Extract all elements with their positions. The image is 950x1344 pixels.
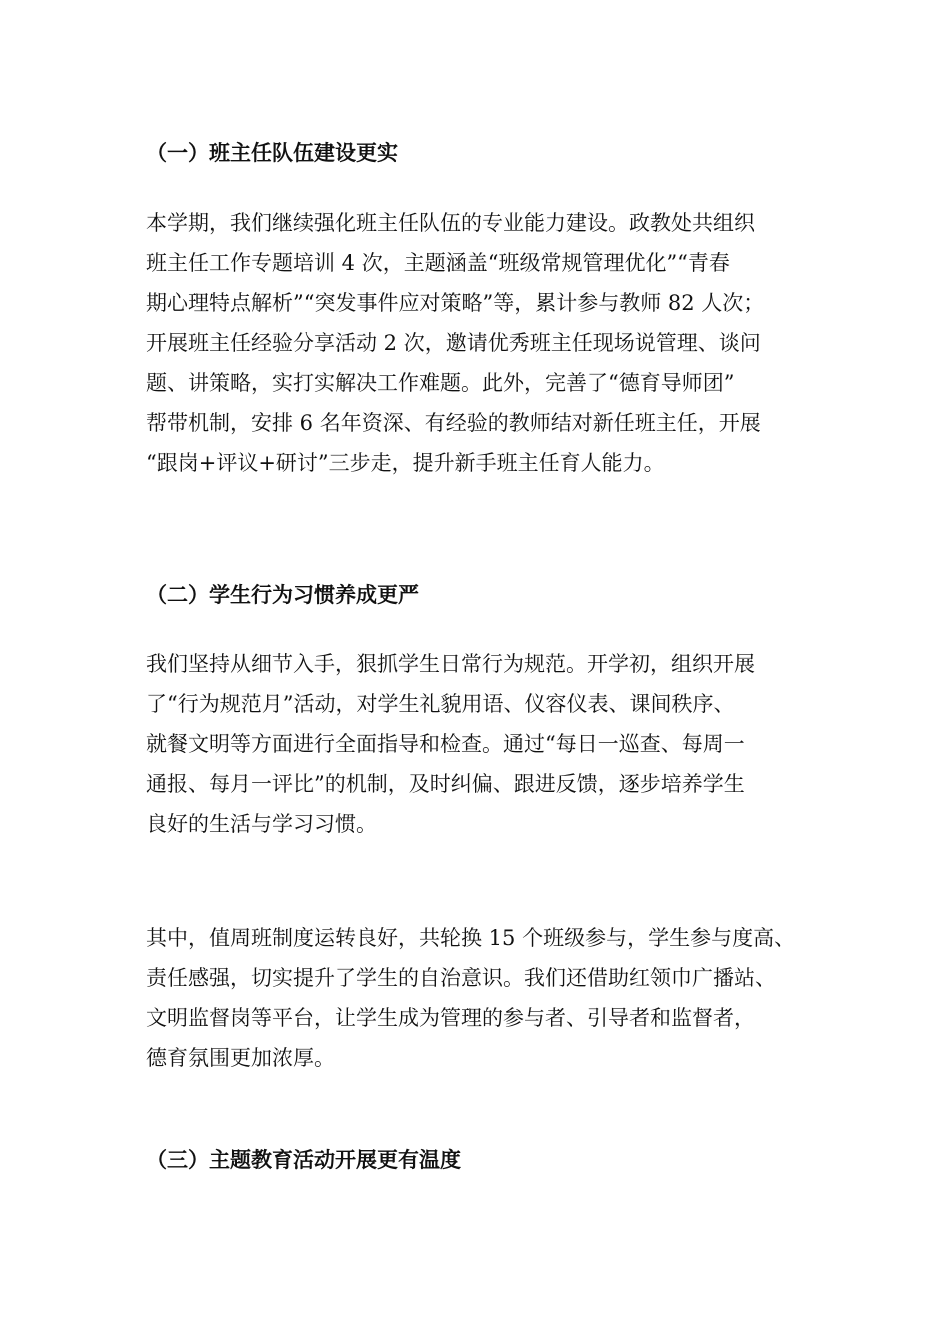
text-line: 题、讲策略，实打实解决工作难题。此外，完善了“德育导师团” bbox=[146, 371, 735, 395]
paragraph-behavior-habits bbox=[146, 644, 836, 844]
text-line: 了“行为规范月”活动，对学生礼貌用语、仪容仪表、课间秩序、 bbox=[146, 692, 735, 716]
text-line: 德育氛围更加浓厚。 bbox=[146, 1046, 335, 1070]
text-line: 就餐文明等方面进行全面指导和检查。通过“每日一巡查、每周一 bbox=[146, 732, 745, 756]
text-line: 帮带机制，安排 6 名年资深、有经验的教师结对新任班主任，开展 bbox=[146, 411, 761, 435]
text-line: 良好的生活与学习习惯。 bbox=[146, 812, 377, 836]
text-line: 班主任工作专题培训 4 次，主题涵盖“班级常规管理优化”“青春 bbox=[146, 251, 730, 275]
text-line: 文明监督岗等平台，让学生成为管理的参与者、引导者和监督者， bbox=[146, 1006, 755, 1030]
text-line: 我们坚持从细节入手，狠抓学生日常行为规范。开学初，组织开展 bbox=[146, 652, 755, 676]
section-heading-2: （二）学生行为习惯养成更严 bbox=[146, 583, 419, 607]
text-line: 通报、每月一评比”的机制，及时纠偏、跟进反馈，逐步培养学生 bbox=[146, 772, 745, 796]
text-line: 其中，值周班制度运转良好，共轮换 15 个班级参与，学生参与度高、 bbox=[146, 926, 796, 950]
section-heading-3: （三）主题教育活动开展更有温度 bbox=[146, 1148, 461, 1172]
paragraph-team-building bbox=[146, 203, 836, 483]
text-line: 责任感强，切实提升了学生的自治意识。我们还借助红领巾广播站、 bbox=[146, 966, 776, 990]
section-heading-1: （一）班主任队伍建设更实 bbox=[146, 141, 398, 165]
text-line: 本学期，我们继续强化班主任队伍的专业能力建设。政教处共组织 bbox=[146, 211, 755, 235]
paragraph-duty-class bbox=[146, 918, 836, 1078]
text-line: “跟岗+评议+研讨”三步走，提升新手班主任育人能力。 bbox=[146, 451, 665, 475]
text-line: 开展班主任经验分享活动 2 次，邀请优秀班主任现场说管理、谈问 bbox=[146, 331, 761, 355]
text-line: 期心理特点解析”“突发事件应对策略”等，累计参与教师 82 人次； bbox=[146, 291, 765, 315]
